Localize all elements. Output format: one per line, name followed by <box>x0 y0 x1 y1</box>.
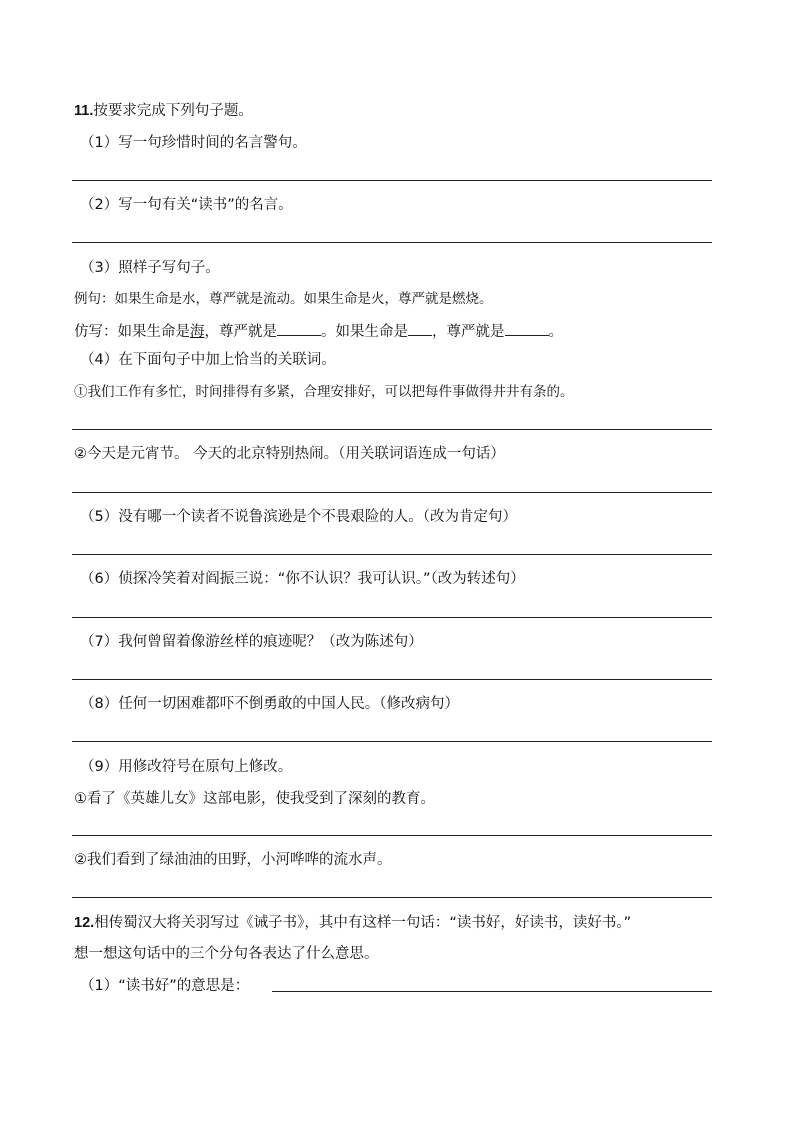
answer-line-11-9a[interactable] <box>72 835 712 836</box>
question-12-prompt-continued: 想一想这句话中的三个分句各表达了什么意思。 <box>74 946 379 962</box>
imitation-underlined-word: 海 <box>190 324 205 340</box>
question-11-number: 11. <box>74 103 94 119</box>
question-12-number: 12. <box>74 915 95 931</box>
answer-line-11-4b[interactable] <box>72 492 712 493</box>
question-11-prompt: 按要求完成下列句子题。 <box>93 103 253 119</box>
example-sentence: 例句：如果生命是水，尊严就是流动。如果生命是火，尊严就是燃烧。 <box>74 291 493 307</box>
imitation-blank-1[interactable] <box>277 321 321 336</box>
item-11-3: （3）照样子写句子。 <box>80 260 220 276</box>
imitation-part-f: 。 <box>548 324 563 340</box>
item-11-9b: ②我们看到了绿油油的田野，小河哗哗的流水声。 <box>74 852 392 868</box>
answer-line-12-1[interactable] <box>272 991 712 992</box>
answer-line-11-8[interactable] <box>72 741 712 742</box>
answer-line-11-6[interactable] <box>72 617 712 618</box>
item-11-7: （7）我何曾留着像游丝样的痕迹呢？（改为陈述句） <box>80 634 423 650</box>
imitation-part-d: 。如果生命是 <box>321 324 408 340</box>
item-11-1: （1）写一句珍惜时间的名言警句。 <box>80 135 307 151</box>
answer-line-11-1[interactable] <box>72 180 712 181</box>
item-11-9a: ①看了《英雄儿女》这部电影，使我受到了深刻的教育。 <box>74 791 435 807</box>
item-11-5: （5）没有哪一个读者不说鲁滨逊是个不畏艰险的人。（改为肯定句） <box>80 509 517 525</box>
imitation-sentence <box>74 321 563 342</box>
item-11-6: （6）侦探冷笑着对阎振三说：“你不认识？我可认识。”（改为转述句） <box>80 571 525 587</box>
item-12-1: （1）“读书好”的意思是： <box>80 978 250 994</box>
item-11-9: （9）用修改符号在原句上修改。 <box>80 759 293 775</box>
imitation-blank-3[interactable] <box>505 321 549 336</box>
question-11-header <box>74 101 253 121</box>
item-11-2: （2）写一句有关“读书”的名言。 <box>80 197 293 213</box>
imitation-part-e: ，尊严就是 <box>432 324 505 340</box>
question-12-prompt: 相传蜀汉大将关羽写过《诫子书》，其中有这样一句话：“读书好，好读书，读好书。” <box>94 915 632 931</box>
answer-line-11-9b[interactable] <box>72 897 712 898</box>
item-11-4a: ①我们工作有多忙，时间排得有多紧，合理安排好，可以把每件事做得井井有条的。 <box>74 384 574 400</box>
imitation-part-c: ，尊严就是 <box>204 324 277 340</box>
imitation-part-a: 仿写：如果生命是 <box>74 324 190 340</box>
item-11-8: （8）任何一切困难都吓不倒勇敢的中国人民。（修改病句） <box>80 696 459 712</box>
item-11-4b: ②今天是元宵节。 今天的北京特别热闹。（用关联词语连成一句话） <box>74 446 505 462</box>
imitation-blank-2[interactable] <box>408 321 432 336</box>
question-12-header <box>74 913 631 933</box>
answer-line-11-2[interactable] <box>72 242 712 243</box>
answer-line-11-7[interactable] <box>72 679 712 680</box>
answer-line-11-5[interactable] <box>72 554 712 555</box>
item-11-4: （4）在下面句子中加上恰当的关联词。 <box>80 352 336 368</box>
answer-line-11-4a[interactable] <box>72 429 712 430</box>
